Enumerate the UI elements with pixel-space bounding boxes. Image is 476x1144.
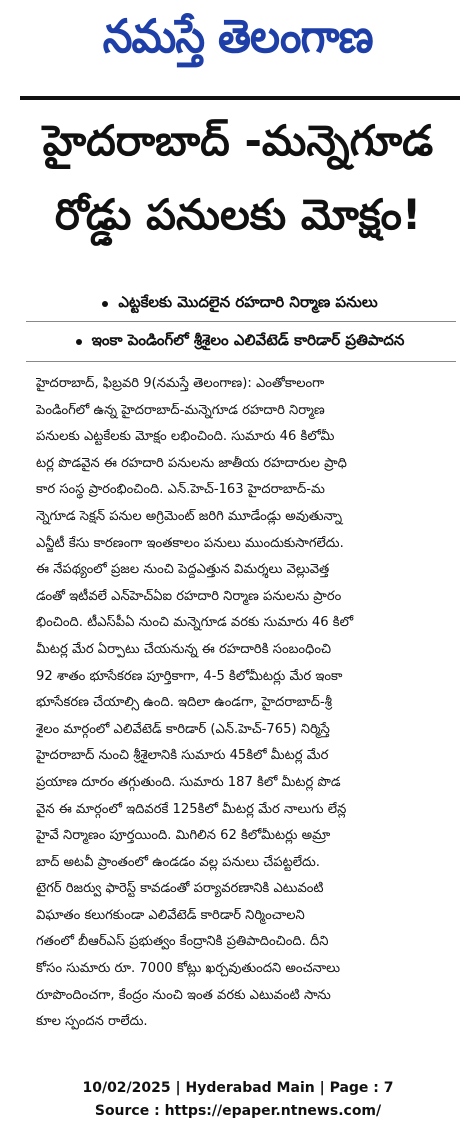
body-line: శైలం మార్గంలో ఎలివేటెడ్ కారిడార్ (ఎన్.హెచ్-765) నిర్మిస్తే xyxy=(36,721,330,737)
body-line: వైన ఈ మార్గంలో ఇదివరకే 125కిలో మీటర్ల మేర నాలుగు లేన్ల xyxy=(36,801,347,817)
body-line: భూసేకరణ చేయాల్సి ఉంది. ఇదిలా ఉండగా, హైదరాబాద్-శ్రీ xyxy=(36,695,332,711)
body-line: ప్రయాణ దూరం తగ్గుతుంది. సుమారు 187 కిలో మీటర్ల పొడ xyxy=(36,774,341,790)
body-line: మీటర్ల మేర ఏర్పాటు చేయనున్న ఈ రహదారికి సంబంధించి xyxy=(36,641,332,657)
body-line: భించింది. టీఎస్‌పీఏ నుంచి మన్నెగూడ వరకు సుమారు 46 కిలో xyxy=(36,615,354,631)
body-line: పనులకు ఎట్టకేలకు మోక్షం లభించింది. సుమారు 46 కిలోమీ xyxy=(36,429,335,445)
body-line: రూపొందించగా, కేంద్రం నుంచి ఇంత వరకు ఎటువంటి సాను xyxy=(36,987,331,1003)
body-line: హైదరాబాద్ నుంచి శ్రీశైలానికి సుమారు 45కిలో మీటర్ల మేర xyxy=(36,748,329,764)
body-line: పెండింగ్‌లో ఉన్న హైదరాబాద్-మన్నెగూడ రహదారి నిర్మాణ xyxy=(36,402,325,418)
body-line: విఘాతం కలుగకుండా ఎలివేటెడ్ కారిడార్ నిర్మించాలని xyxy=(36,907,305,923)
body-line: బాద్ అటవీ ప్రాంతంలో ఉండడం వల్ల పనులు చేపట్టలేదు. xyxy=(36,854,320,870)
subhead-2-text: ఇంకా పెండింగ్‌లో శ్రీశైలం ఎలివేటెడ్ కారిడార్ ప్రతిపాదన xyxy=(91,331,405,349)
body-line: టర్ల పొడవైన ఈ రహదారి పనులను జాతీయ రహదారుల ప్రాధి xyxy=(36,455,347,471)
footer-source: Source : https://epaper.ntnews.com/ xyxy=(94,1103,382,1119)
body-line: హైదరాబాద్, ఫిబ్రవరి 9(నమస్తే తెలంగాణ): ఎంతోకాలంగా xyxy=(36,376,325,391)
masthead-title: నమస్తే తెలంగాణ xyxy=(103,9,373,63)
subhead-divider xyxy=(26,361,456,362)
footer-edition-info: 10/02/2025 | Hyderabad Main | Page : 7 xyxy=(82,1080,394,1096)
bullet-icon xyxy=(102,301,108,307)
body-line: డంతో ఇటీవలే ఎన్‌హెచ్ఏఐ రహదారి నిర్మాణ పనులను ప్రారం xyxy=(36,588,342,604)
subhead-divider xyxy=(26,321,456,322)
masthead xyxy=(0,0,476,84)
subhead-1-text: ఎట్టకేలకు మొదలైన రహదారి నిర్మాణ పనులు xyxy=(118,293,378,311)
body-line: గతంలో బీఆర్ఎస్ ప్రభుత్వం కేంద్రానికి ప్రతిపాదించింది. దీని xyxy=(36,934,329,950)
body-line: హైవే నిర్మాణం పూర్తయింది. మిగిలిన 62 కిలోమీటర్లు అమ్రా xyxy=(36,828,331,844)
body-line: ఈ నేపథ్యంలో ప్రజల నుంచి పెద్దఎత్తున విమర్శలు వెల్లువెత్త xyxy=(36,562,330,578)
body-line: కార సంస్థ ప్రారంభించింది. ఎన్.హెచ్-163 హైదరాబాద్-మ xyxy=(36,482,325,498)
body-line: టైగర్ రిజర్వు ఫారెస్ట్ కావడంతో పర్యావరణానికి ఎటువంటి xyxy=(36,881,324,897)
body-line: కోసం సుమారు రూ. 7000 కోట్లు ఖర్చవుతుందని అంచనాలు xyxy=(36,961,341,977)
subhead-1 xyxy=(20,287,460,321)
body-line: ఎన్జీటీ కేసు కారణంగా ఇంతకాలం పనులు ముందుకుసాగలేదు. xyxy=(36,535,344,551)
subhead-2 xyxy=(20,325,460,359)
body-line: 92 శాతం భూసేకరణ పూర్తికాగా, 4-5 కిలోమీటర్లు మేర ఇంకా xyxy=(36,668,343,684)
headline-line-1: హైదరాబాద్ -మన్నెగూడ xyxy=(42,116,434,165)
headline-line-2: రోడ్డు పనులకు మోక్షం! xyxy=(54,190,422,239)
article-body xyxy=(36,371,466,1036)
body-line: న్నెగూడ సెక్షన్ పనుల అగ్రిమెంట్ జరిగి మూడేండ్లు అవుతున్నా xyxy=(36,508,343,524)
bullet-icon xyxy=(76,339,82,345)
body-line: కూల స్పందన రాలేదు. xyxy=(36,1014,148,1030)
masthead-divider xyxy=(20,96,460,100)
